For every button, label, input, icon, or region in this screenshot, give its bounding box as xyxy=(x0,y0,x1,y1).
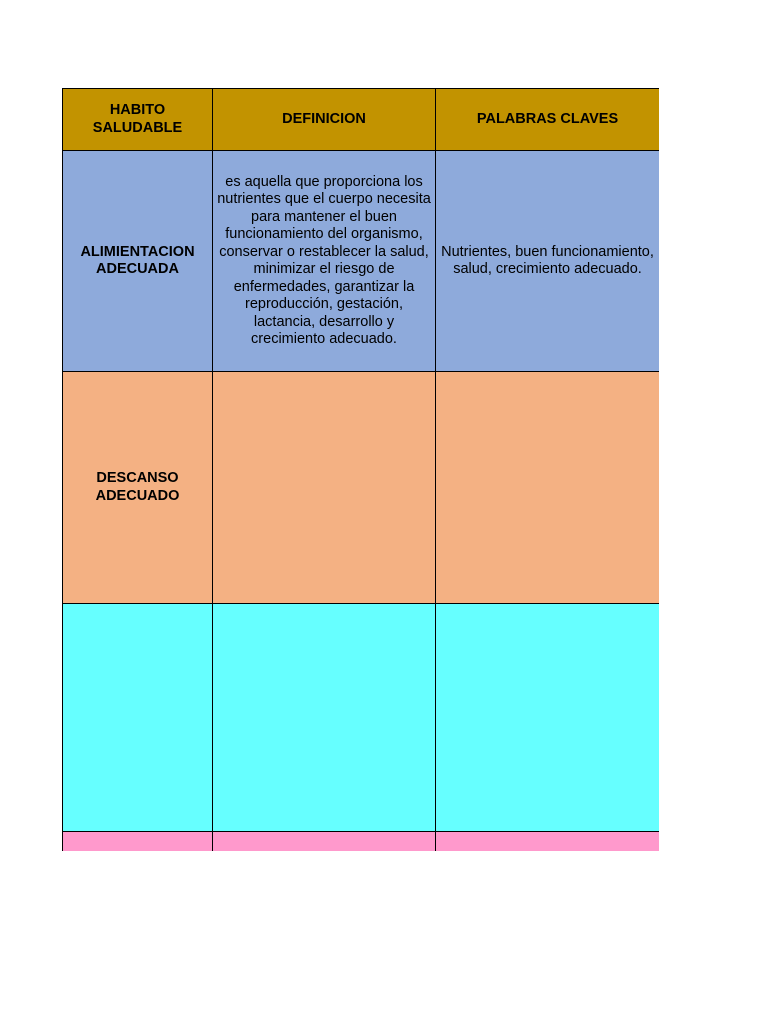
cell-keywords[interactable]: Nutrientes, buen funcionamiento, salud, crecimiento adecuado. xyxy=(436,151,660,372)
cell-definition[interactable] xyxy=(213,372,436,604)
table-row xyxy=(63,832,660,852)
header-habit[interactable]: HABITO SALUDABLE xyxy=(63,89,213,151)
table-header-row xyxy=(63,89,660,151)
habits-table xyxy=(62,88,659,851)
table-row xyxy=(63,604,660,832)
cell-habit[interactable] xyxy=(63,832,213,852)
cell-definition[interactable]: es aquella que proporciona los nutrientes que el cuerpo necesita para mantener el buen funcionamiento del organismo, conservar o restablecer la salud, minimizar el riesgo de enfermedades, garantizar la reproducción, gestación, lactancia, desarrollo y crecimiento adecuado. xyxy=(213,151,436,372)
cell-habit[interactable] xyxy=(63,604,213,832)
header-keywords[interactable]: PALABRAS CLAVES xyxy=(436,89,660,151)
spreadsheet-page xyxy=(62,88,659,851)
cell-keywords[interactable] xyxy=(436,372,660,604)
cell-keywords[interactable] xyxy=(436,832,660,852)
cell-definition[interactable] xyxy=(213,604,436,832)
table-row xyxy=(63,372,660,604)
cell-definition[interactable] xyxy=(213,832,436,852)
cell-keywords[interactable] xyxy=(436,604,660,832)
cell-habit[interactable]: ALIMIENTACION ADECUADA xyxy=(63,151,213,372)
table-row xyxy=(63,151,660,372)
header-definition[interactable]: DEFINICION xyxy=(213,89,436,151)
cell-habit[interactable]: DESCANSO ADECUADO xyxy=(63,372,213,604)
